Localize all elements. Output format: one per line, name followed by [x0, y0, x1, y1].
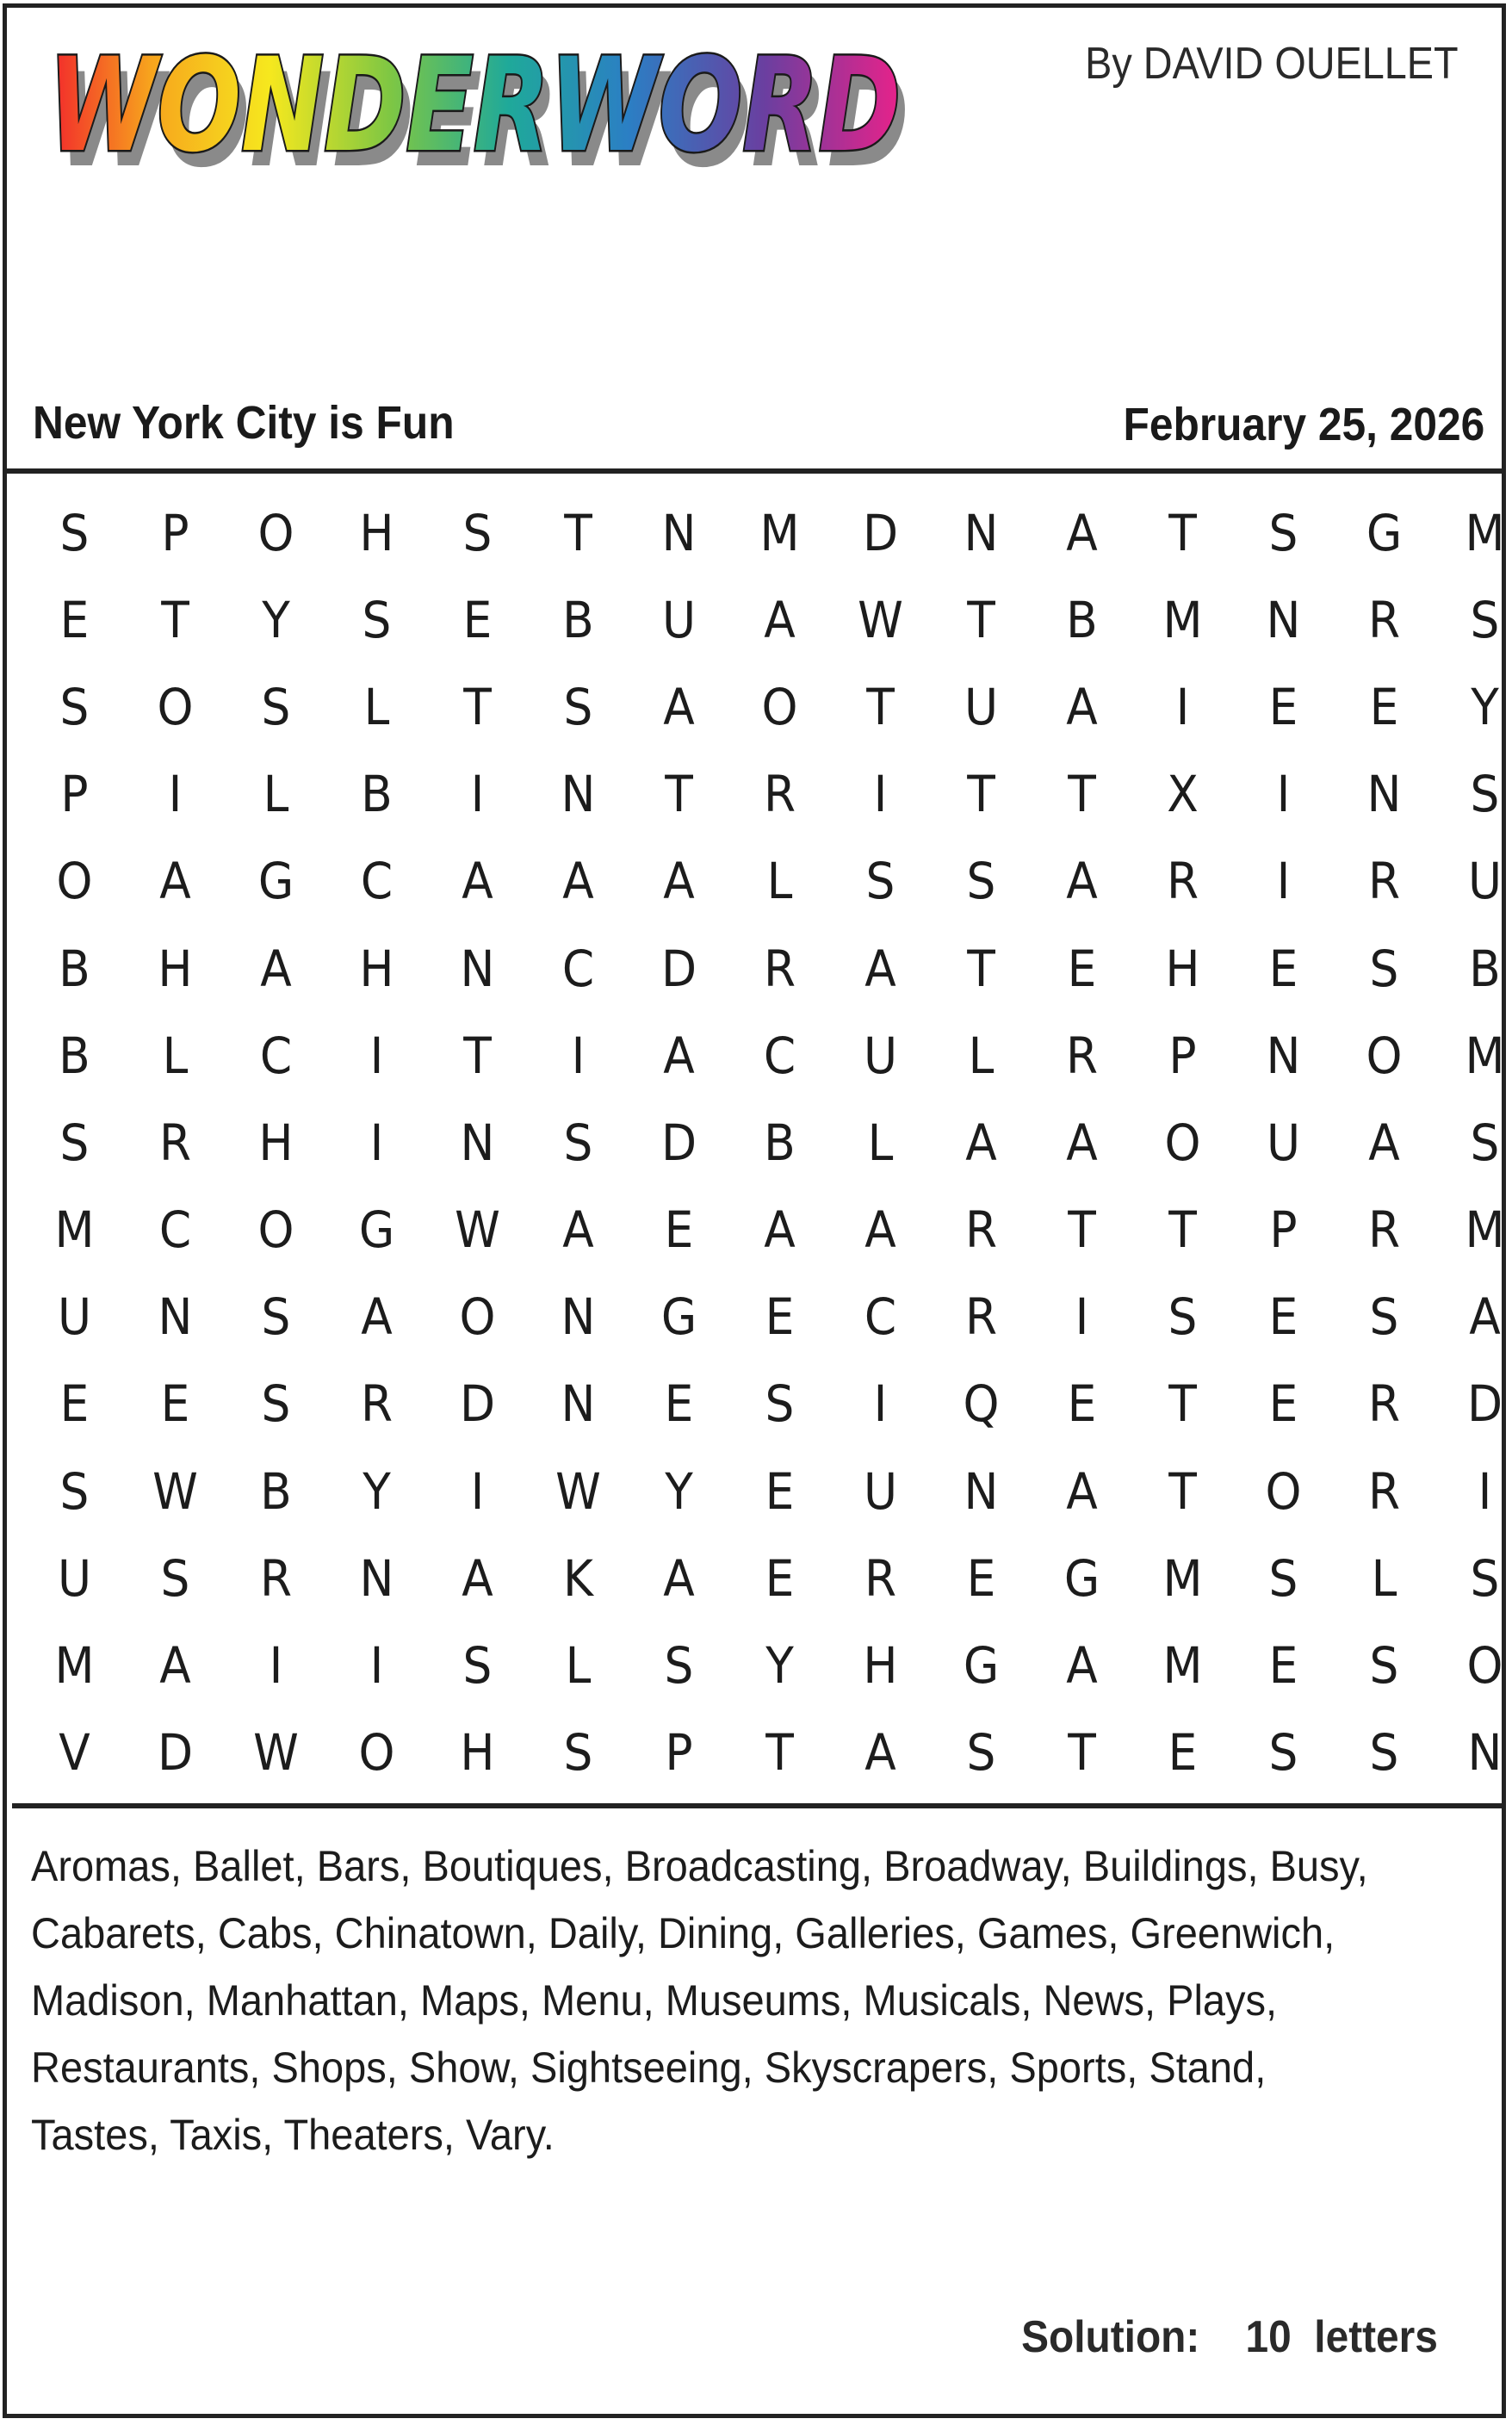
grid-letter[interactable]: D	[660, 1113, 697, 1172]
grid-letter[interactable]: S	[160, 1548, 190, 1608]
grid-letter[interactable]: U	[57, 1287, 92, 1347]
grid-letter[interactable]: C	[864, 1287, 897, 1347]
grid-letter[interactable]: T	[1168, 1374, 1197, 1434]
grid-letter[interactable]: M	[1162, 1548, 1203, 1608]
grid-letter[interactable]: R	[763, 939, 796, 998]
grid-letter[interactable]: B	[1469, 939, 1501, 998]
grid-letter[interactable]: A	[663, 1026, 695, 1085]
grid-letter[interactable]: S	[261, 1374, 291, 1434]
grid-letter[interactable]: U	[57, 1548, 92, 1608]
grid-letter[interactable]: L	[1371, 1548, 1397, 1608]
grid-letter[interactable]: E	[765, 1287, 795, 1347]
grid-letter[interactable]: O	[56, 852, 93, 911]
grid-letter[interactable]: T	[967, 765, 995, 824]
grid-letter[interactable]: N	[1366, 765, 1402, 824]
grid-letter[interactable]: I	[1276, 852, 1291, 911]
grid-letter[interactable]: H	[460, 1723, 495, 1783]
grid-letter[interactable]: A	[864, 1200, 896, 1260]
grid-letter[interactable]: U	[863, 1026, 898, 1085]
grid-letter[interactable]: O	[1366, 1026, 1403, 1085]
grid-letter[interactable]: E	[1268, 677, 1298, 736]
grid-letter[interactable]: T	[665, 765, 693, 824]
grid-letter[interactable]: A	[864, 1723, 896, 1783]
grid-letter[interactable]: H	[359, 939, 394, 998]
grid-letter[interactable]: T	[161, 590, 189, 649]
grid-letter[interactable]: D	[862, 503, 899, 562]
grid-letter[interactable]: L	[263, 765, 289, 824]
grid-letter[interactable]: N	[359, 1548, 394, 1608]
grid-letter[interactable]: I	[269, 1636, 283, 1696]
grid-letter[interactable]: S	[563, 1723, 593, 1783]
grid-letter[interactable]: I	[873, 1374, 888, 1434]
grid-letter[interactable]: E	[160, 1374, 190, 1434]
grid-letter[interactable]: L	[162, 1026, 189, 1085]
grid-letter[interactable]: R	[360, 1374, 393, 1434]
grid-letter[interactable]: O	[761, 677, 798, 736]
grid-letter[interactable]: T	[564, 503, 592, 562]
grid-letter[interactable]: B	[260, 1461, 292, 1521]
grid-letter[interactable]: B	[59, 1026, 90, 1085]
grid-letter[interactable]: D	[1466, 1374, 1503, 1434]
grid-letter[interactable]: T	[1168, 503, 1197, 562]
grid-letter[interactable]: W	[555, 1461, 601, 1521]
grid-letter[interactable]: B	[562, 590, 594, 649]
grid-letter[interactable]: N	[1266, 590, 1301, 649]
grid-letter[interactable]: S	[966, 1723, 996, 1783]
grid-letter[interactable]: Y	[262, 590, 290, 649]
grid-letter[interactable]: T	[1168, 1200, 1197, 1260]
grid-letter[interactable]: Y	[665, 1461, 693, 1521]
grid-letter[interactable]: I	[1276, 765, 1291, 824]
puzzle-date: February 25, 2026	[1123, 399, 1484, 450]
solution-count: 10	[1245, 2312, 1292, 2362]
grid-letter[interactable]: S	[59, 677, 90, 736]
grid-letter[interactable]: E	[1369, 677, 1399, 736]
solution-hint	[1021, 2311, 1438, 2363]
grid-letter[interactable]: C	[763, 1026, 796, 1085]
grid-letter[interactable]: S	[59, 1461, 90, 1521]
solution-unit: letters	[1314, 2312, 1438, 2362]
grid-letter[interactable]: E	[765, 1548, 795, 1608]
grid-letter[interactable]: T	[1168, 1461, 1197, 1521]
grid-letter[interactable]: M	[54, 1636, 95, 1696]
grid-letter[interactable]: R	[1367, 1461, 1401, 1521]
grid-letter[interactable]: I	[571, 1026, 586, 1085]
grid-letter[interactable]: I	[168, 765, 183, 824]
grid-letter[interactable]: L	[363, 677, 390, 736]
grid-letter[interactable]: E	[59, 590, 90, 649]
grid-letter[interactable]: N	[158, 1287, 193, 1347]
grid-letter[interactable]: S	[1470, 765, 1500, 824]
grid-letter[interactable]: A	[562, 852, 594, 911]
grid-letter[interactable]: I	[1175, 677, 1190, 736]
grid-letter[interactable]: S	[1470, 1113, 1500, 1172]
grid-letter[interactable]: N	[964, 1461, 999, 1521]
grid-letter[interactable]: O	[1466, 1636, 1503, 1696]
grid-letter[interactable]: S	[261, 1287, 291, 1347]
wonderword-logo	[45, 19, 923, 183]
grid-letter[interactable]: E	[1268, 939, 1298, 998]
grid-letter[interactable]: E	[1168, 1723, 1198, 1783]
grid-letter[interactable]: A	[462, 852, 493, 911]
grid-letter[interactable]: P	[1168, 1026, 1197, 1085]
grid-letter[interactable]: E	[765, 1461, 795, 1521]
grid-letter[interactable]: Y	[1471, 677, 1499, 736]
grid-letter[interactable]: B	[59, 939, 90, 998]
grid-letter[interactable]: E	[664, 1374, 694, 1434]
grid-letter[interactable]: I	[470, 765, 485, 824]
grid-letter[interactable]: E	[1067, 939, 1097, 998]
grid-letter[interactable]: R	[1166, 852, 1199, 911]
grid-letter[interactable]: H	[158, 939, 193, 998]
grid-letter[interactable]: T	[967, 590, 995, 649]
grid-letter[interactable]: S	[563, 1113, 593, 1172]
grid-letter[interactable]: M	[1465, 503, 1505, 562]
grid-letter[interactable]: E	[1268, 1374, 1298, 1434]
grid-letter[interactable]: H	[258, 1113, 294, 1172]
grid-letter[interactable]: U	[1266, 1113, 1301, 1172]
grid-letter[interactable]: A	[159, 1636, 191, 1696]
grid-letter[interactable]: E	[1067, 1374, 1097, 1434]
grid-letter[interactable]: C	[259, 1026, 293, 1085]
grid-letter[interactable]: A	[1066, 503, 1098, 562]
grid-letter[interactable]: A	[764, 590, 796, 649]
grid-letter[interactable]: Y	[765, 1636, 794, 1696]
grid-letter[interactable]: D	[157, 1723, 194, 1783]
grid-letter[interactable]: S	[664, 1636, 694, 1696]
grid-letter[interactable]: S	[1369, 939, 1399, 998]
grid-letter[interactable]: T	[1068, 1723, 1096, 1783]
grid-letter[interactable]: N	[460, 939, 495, 998]
grid-letter[interactable]: B	[361, 765, 393, 824]
grid-letter[interactable]: N	[561, 1374, 596, 1434]
grid-letter[interactable]: H	[359, 503, 394, 562]
grid-letter[interactable]: N	[661, 503, 697, 562]
grid-letter[interactable]: A	[764, 1200, 796, 1260]
grid-letter[interactable]: I	[1478, 1461, 1492, 1521]
grid-letter[interactable]: M	[1465, 1200, 1505, 1260]
grid-letter[interactable]: W	[152, 1461, 198, 1521]
grid-letter[interactable]: T	[967, 939, 995, 998]
grid-letter[interactable]: N	[561, 765, 596, 824]
grid-letter[interactable]: R	[1367, 1200, 1401, 1260]
grid-letter[interactable]: A	[1066, 852, 1098, 911]
grid-letter[interactable]: C	[360, 852, 393, 911]
grid-letter[interactable]: H	[863, 1636, 898, 1696]
grid-letter[interactable]: A	[1066, 1636, 1098, 1696]
grid-letter[interactable]: E	[59, 1374, 90, 1434]
svg-text:WONDERWORD: WONDERWORD	[48, 31, 901, 181]
grid-letter[interactable]: L	[867, 1113, 894, 1172]
grid-letter[interactable]: S	[1369, 1636, 1399, 1696]
puzzle-title: New York City is Fun	[33, 397, 455, 449]
grid-letter[interactable]: G	[1063, 1548, 1100, 1608]
grid-letter[interactable]: R	[964, 1200, 998, 1260]
grid-letter[interactable]: R	[763, 765, 796, 824]
grid-letter[interactable]: S	[765, 1374, 795, 1434]
grid-letter[interactable]: A	[663, 677, 695, 736]
grid-letter[interactable]: A	[864, 939, 896, 998]
grid-letter[interactable]: G	[358, 1200, 395, 1260]
grid-letter[interactable]: A	[663, 852, 695, 911]
grid-letter[interactable]: S	[1470, 590, 1500, 649]
grid-letter[interactable]: G	[257, 852, 294, 911]
grid-letter[interactable]: I	[873, 765, 888, 824]
grid-letter[interactable]: E	[462, 590, 493, 649]
grid-letter[interactable]: D	[660, 939, 697, 998]
grid-letter[interactable]: S	[261, 677, 291, 736]
word-list: Aromas, Ballet, Bars, Boutiques, Broadcasting, Broadway, Buildings, Busy, Cabarets, Cabs, Chinatown, Daily, Dining, Galleries, Games, Greenwich, Madison, Manhattan, Maps, Menu, Museums, Musicals, News, Plays, Restaurants, Shops, Show, Sightseeing, Skyscrapers, Sports, Stand, Tastes, Taxis, Theaters, Vary.	[31, 1842, 1368, 2159]
top-divider	[5, 468, 1505, 474]
grid-letter[interactable]: T	[765, 1723, 794, 1783]
grid-letter[interactable]: A	[361, 1287, 393, 1347]
grid-letter[interactable]: R	[1367, 852, 1401, 911]
grid-letter[interactable]: W	[253, 1723, 299, 1783]
grid-letter[interactable]: N	[1467, 1723, 1503, 1783]
grid-letter[interactable]: R	[964, 1287, 998, 1347]
grid-letter[interactable]: A	[1066, 1113, 1098, 1172]
grid-letter[interactable]: S	[1268, 503, 1298, 562]
grid-letter[interactable]: A	[159, 852, 191, 911]
author-byline: By DAVID OUELLET	[1085, 39, 1459, 89]
grid-letter[interactable]: I	[470, 1461, 485, 1521]
letter-grid	[24, 489, 1512, 1796]
grid-letter[interactable]: S	[59, 503, 90, 562]
grid-letter[interactable]: S	[59, 1113, 90, 1172]
grid-letter[interactable]: S	[966, 852, 996, 911]
grid-letter[interactable]: M	[1465, 1026, 1505, 1085]
grid-letter[interactable]: P	[1269, 1200, 1298, 1260]
grid-letter[interactable]: R	[1367, 590, 1401, 649]
grid-letter[interactable]: A	[462, 1548, 493, 1608]
svg-text:WONDERWORD: WONDERWORD	[57, 47, 909, 183]
grid-letter[interactable]: T	[463, 1026, 492, 1085]
grid-letter[interactable]: U	[661, 590, 697, 649]
grid-letter[interactable]: A	[1066, 1461, 1098, 1521]
grid-letter[interactable]: A	[965, 1113, 997, 1172]
grid-letter[interactable]: E	[1268, 1636, 1298, 1696]
grid-letter[interactable]: O	[1265, 1461, 1302, 1521]
grid-letter[interactable]: R	[1367, 1374, 1401, 1434]
grid-letter[interactable]: I	[369, 1026, 384, 1085]
grid-letter[interactable]: O	[358, 1723, 395, 1783]
grid-letter[interactable]: A	[1469, 1287, 1501, 1347]
grid-letter[interactable]: A	[260, 939, 292, 998]
grid-letter[interactable]: M	[1162, 1636, 1203, 1696]
grid-letter[interactable]: S	[1268, 1548, 1298, 1608]
grid-letter[interactable]: K	[562, 1548, 593, 1608]
grid-letter[interactable]: M	[1162, 590, 1203, 649]
grid-letter[interactable]: R	[158, 1113, 192, 1172]
grid-letter[interactable]: U	[964, 677, 999, 736]
grid-letter[interactable]: B	[1066, 590, 1098, 649]
grid-letter[interactable]: S	[1369, 1723, 1399, 1783]
grid-letter[interactable]: P	[161, 503, 189, 562]
grid-letter[interactable]: N	[561, 1287, 596, 1347]
grid-letter[interactable]: S	[1268, 1723, 1298, 1783]
grid-letter[interactable]: T	[1068, 1200, 1096, 1260]
grid-letter[interactable]: O	[257, 1200, 294, 1260]
grid-letter[interactable]: V	[59, 1723, 90, 1783]
grid-letter[interactable]: B	[764, 1113, 796, 1172]
grid-letter[interactable]: N	[1266, 1026, 1301, 1085]
solution-label: Solution:	[1021, 2312, 1200, 2362]
grid-letter[interactable]: L	[766, 852, 793, 911]
grid-letter[interactable]: O	[157, 677, 194, 736]
grid-letter[interactable]: P	[665, 1723, 693, 1783]
grid-letter[interactable]: E	[664, 1200, 694, 1260]
grid-letter[interactable]: T	[463, 677, 492, 736]
grid-letter[interactable]: T	[866, 677, 895, 736]
grid-letter[interactable]: C	[561, 939, 595, 998]
grid-letter[interactable]: Q	[963, 1374, 1000, 1434]
grid-letter[interactable]: S	[1470, 1548, 1500, 1608]
grid-letter[interactable]: N	[964, 503, 999, 562]
grid-letter[interactable]: E	[966, 1548, 996, 1608]
grid-letter[interactable]: U	[863, 1461, 898, 1521]
grid-letter[interactable]: E	[1268, 1287, 1298, 1347]
grid-letter[interactable]: L	[565, 1636, 592, 1696]
grid-letter[interactable]: M	[759, 503, 800, 562]
grid-letter[interactable]: G	[963, 1636, 1000, 1696]
grid-letter[interactable]: R	[864, 1548, 897, 1608]
grid-letter[interactable]: A	[1368, 1113, 1400, 1172]
grid-letter[interactable]: G	[660, 1287, 697, 1347]
grid-letter[interactable]: O	[1164, 1113, 1201, 1172]
grid-letter[interactable]: O	[459, 1287, 496, 1347]
grid-letter[interactable]: I	[369, 1636, 384, 1696]
grid-letter[interactable]: R	[259, 1548, 293, 1608]
grid-letter[interactable]: D	[459, 1374, 496, 1434]
grid-letter[interactable]: A	[562, 1200, 594, 1260]
grid-letter[interactable]: C	[158, 1200, 192, 1260]
grid-letter[interactable]: I	[1075, 1287, 1089, 1347]
grid-letter[interactable]: S	[1369, 1287, 1399, 1347]
grid-letter[interactable]: A	[1066, 677, 1098, 736]
grid-letter[interactable]: S	[563, 677, 593, 736]
grid-letter[interactable]: S	[362, 590, 392, 649]
grid-letter[interactable]: Y	[363, 1461, 391, 1521]
grid-letter[interactable]: N	[460, 1113, 495, 1172]
grid-letter[interactable]: I	[369, 1113, 384, 1172]
grid-letter[interactable]: S	[1168, 1287, 1198, 1347]
grid-letter[interactable]: S	[462, 503, 493, 562]
grid-letter[interactable]: S	[462, 1636, 493, 1696]
bottom-divider	[12, 1803, 1505, 1808]
grid-letter[interactable]: T	[1068, 765, 1096, 824]
grid-letter[interactable]: H	[1165, 939, 1200, 998]
grid-letter[interactable]: P	[60, 765, 89, 824]
grid-letter[interactable]: X	[1167, 765, 1199, 824]
grid-letter[interactable]: S	[865, 852, 895, 911]
grid-letter[interactable]: G	[1366, 503, 1403, 562]
grid-letter[interactable]: L	[968, 1026, 995, 1085]
grid-letter[interactable]: W	[858, 590, 903, 649]
grid-letter[interactable]: M	[54, 1200, 95, 1260]
grid-letter[interactable]: O	[257, 503, 294, 562]
grid-letter[interactable]: R	[1065, 1026, 1099, 1085]
grid-letter[interactable]: A	[663, 1548, 695, 1608]
grid-letter[interactable]: W	[455, 1200, 500, 1260]
grid-letter[interactable]: U	[1467, 852, 1503, 911]
